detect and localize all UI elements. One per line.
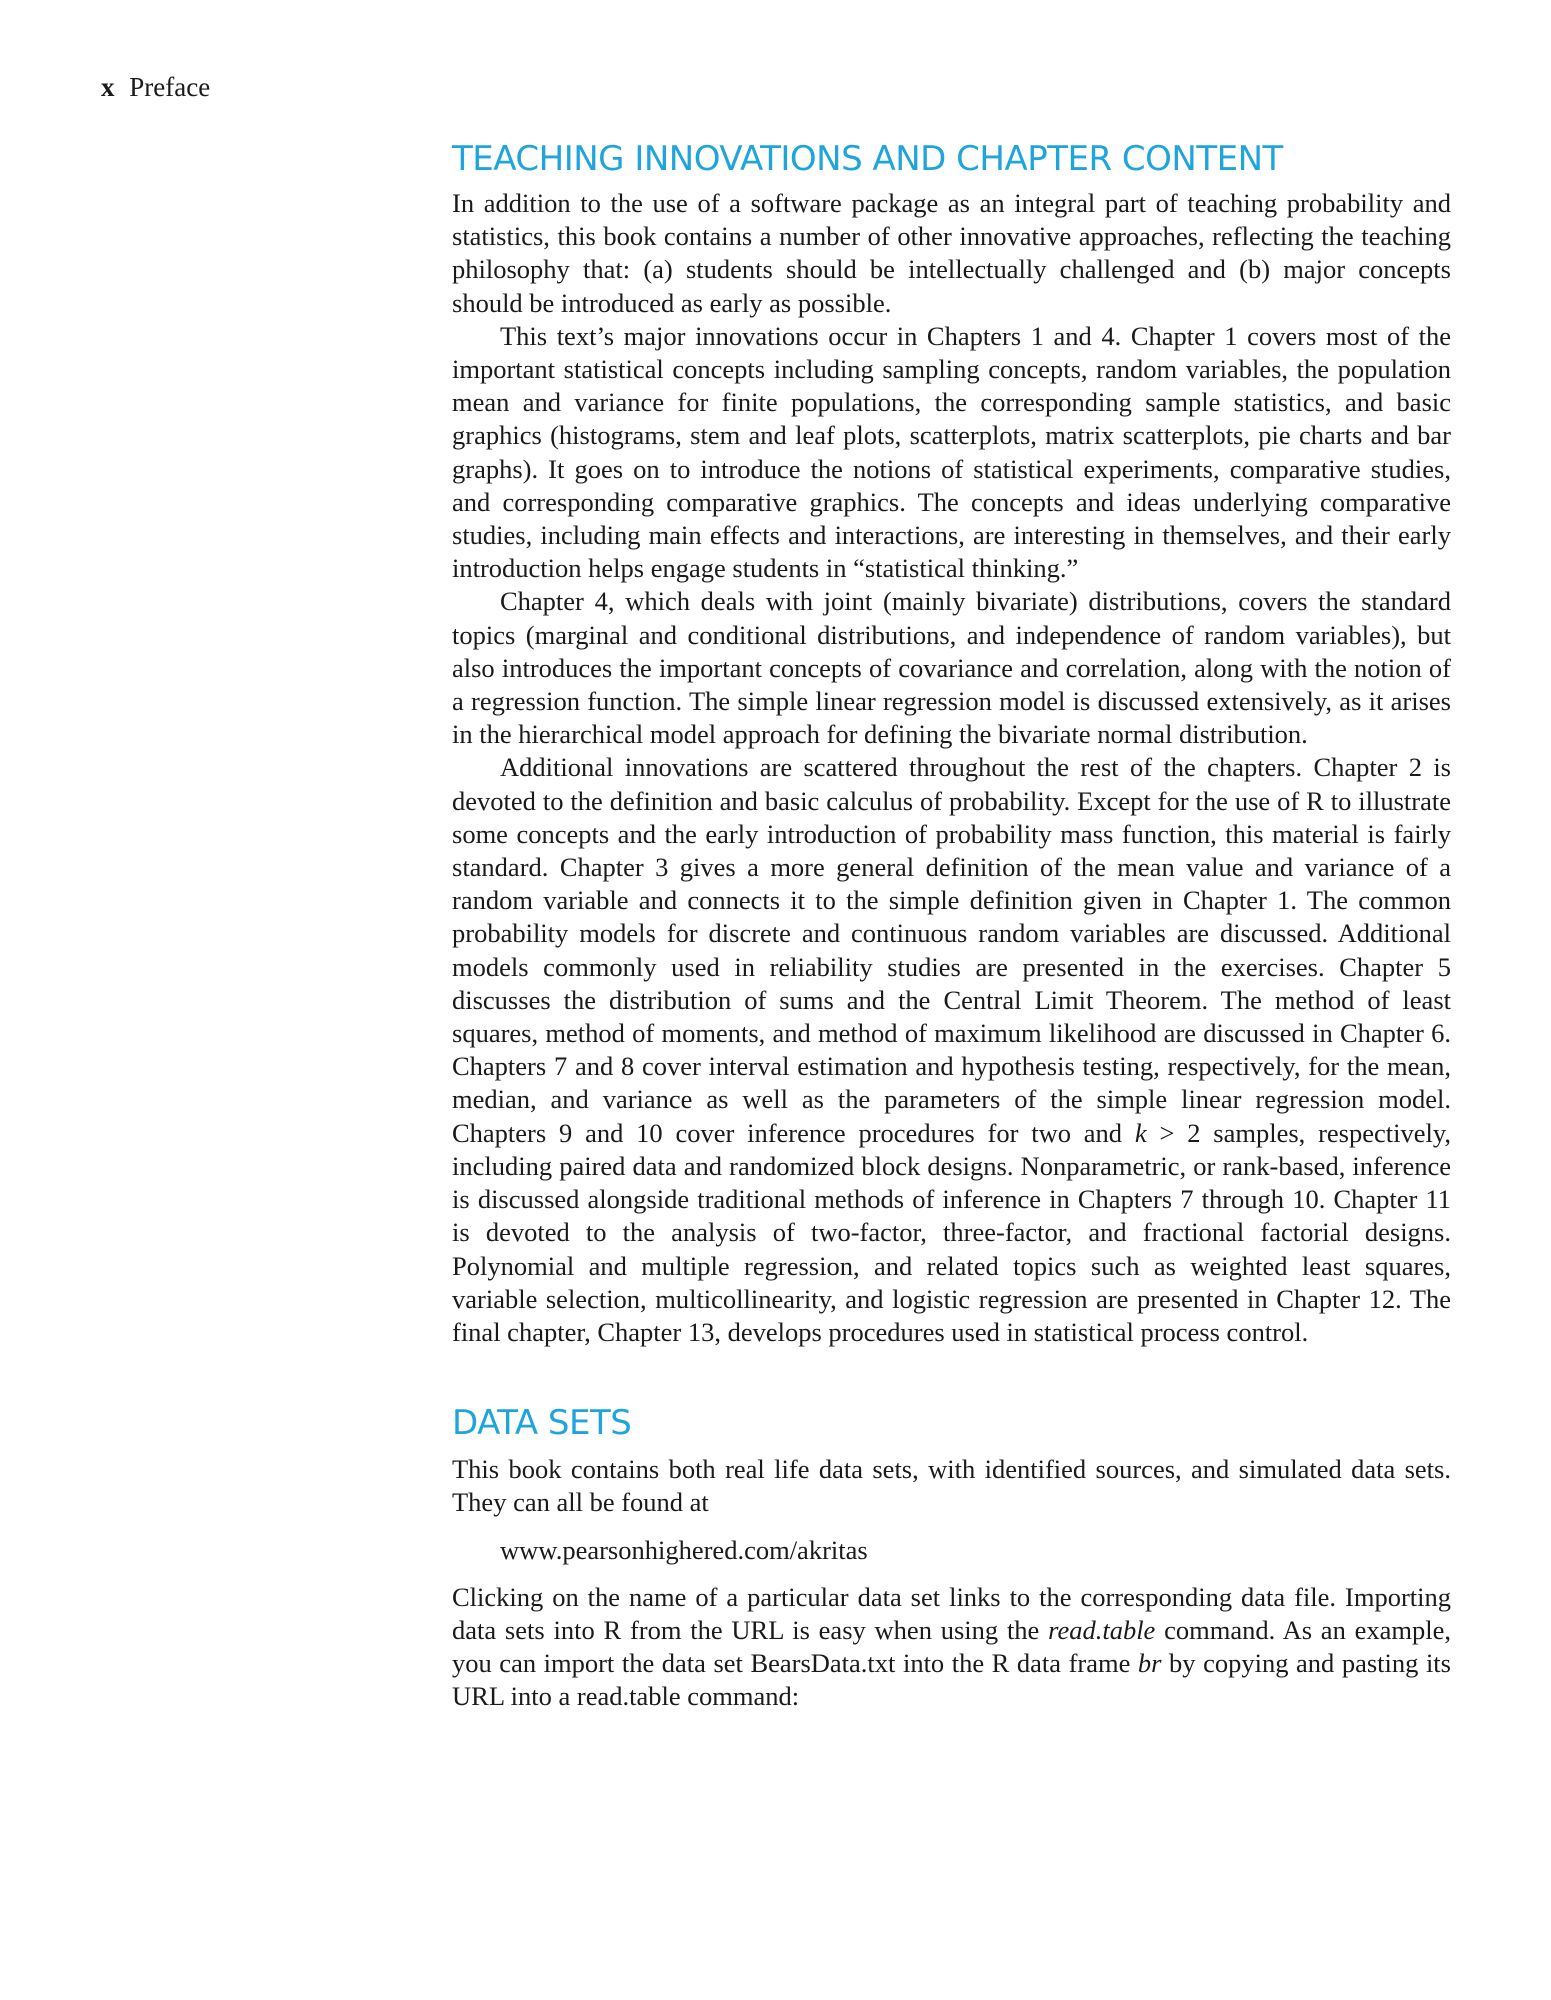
running-head-title: Preface xyxy=(129,72,211,102)
paragraph-text: Clicking on the name of a particular data set links to the corresponding data file. Importing data sets into R from the URL is easy when using the xyxy=(452,1581,1451,1645)
paragraph-data-sets: This book contains both real life data sets, with identified sources, and simulated data sets. They can all be found at xyxy=(452,1454,1451,1518)
page-number: x xyxy=(101,72,115,102)
paragraph-importing-data xyxy=(452,1581,1451,1714)
paragraph-major-innovations: This text’s major innovations occur in Chapters 1 and 4. Chapter 1 covers most of the important statistical concepts including sampling concepts, random variables, the population mean and variance for finite populations, the corresponding sample statistics, and basic graphics (histograms, stem and leaf plots, scatterplots, matrix scatterplots, pie charts and bar graphs). It goes on to introduce the notions of statistical experiments, comparative studies, and corresponding comparative graphics. The concepts and ideas underlying comparative studies, including main effects and interactions, are interesting in themselves, and their early introduction helps engage students in “statistical thinking.” xyxy=(452,320,1451,584)
section-heading-data-sets: DATA SETS xyxy=(452,1403,632,1444)
section-heading-teaching-innovations: TEACHING INNOVATIONS AND CHAPTER CONTENT xyxy=(452,139,1283,179)
paragraph-intro: In addition to the use of a software package as an integral part of teaching probability and statistics, this book contains a number of other innovative approaches, reflecting the teaching philosophy that: (a) students should be intellectually challenged and (b) major concepts should be introduced as early as possible. xyxy=(452,188,1451,318)
running-head xyxy=(101,68,210,106)
command-read-table: read.table xyxy=(1048,1614,1156,1645)
data-sets-url: www.pearsonhighered.com/akritas xyxy=(500,1534,868,1565)
paragraph-text: by copying and pasting its URL into a read.table command: xyxy=(452,1648,1451,1712)
main-content xyxy=(452,136,1451,1714)
paragraph-chapter-4: Chapter 4, which deals with joint (mainly bivariate) distributions, covers the standard topics (marginal and conditional distributions, and independence of random variables), but also introduces the important concepts of covariance and correlation, along with the notion of a regression function. The simple linear regression model is discussed extensively, as it arises in the hierarchical model approach for defining the bivariate normal distribution. xyxy=(452,586,1451,750)
paragraph-text: command. As an example, you can import the data set BearsData.txt into the R data frame xyxy=(452,1614,1451,1679)
math-variable-k: k xyxy=(1134,1117,1147,1148)
paragraph-text: Additional innovations are scattered throughout the rest of the chapters. Chapter 2 is devoted to the definition and basic calculus of probability. Except for the use of R to illustrate some concepts and the early introduction of probability mass function, this material is fairly standard. Chapter 3 gives a more general definition of the mean value and variance of a random variable and connects it to the simple definition given in Chapter 1. The common probability models for discrete and continuous random variables are discussed. Additional models commonly used in reliability studies are presented in the exercises. Chapter 5 discusses the distribution of sums and the Central Limit Theorem. The method of least squares, method of moments, and method of maximum likelihood are discussed in Chapter 6. Chapters 7 and 8 cover interval estimation and hypothesis testing, respectively, for the mean, median, and variance as well as the parameters of the simple linear regression model. Chapters 9 and 10 cover inference procedures for two and xyxy=(452,752,1451,1148)
paragraph-additional-innovations xyxy=(452,751,1451,1349)
paragraph-text: > 2 samples, respectively, including paired data and randomized block designs. Nonparametric, or rank-based, inference is discussed alongside traditional methods of inference in Chapters 7 through 10. Chapter 11 is devoted to the analysis of two-factor, three-factor, and fractional factorial designs. Polynomial and multiple regression, and related topics such as weighted least squares, variable selection, multicollinearity, and logistic regression are presented in Chapter 12. The final chapter, Chapter 13, develops procedures used in statistical process control. xyxy=(452,1117,1451,1347)
data-frame-name: br xyxy=(1137,1648,1162,1679)
